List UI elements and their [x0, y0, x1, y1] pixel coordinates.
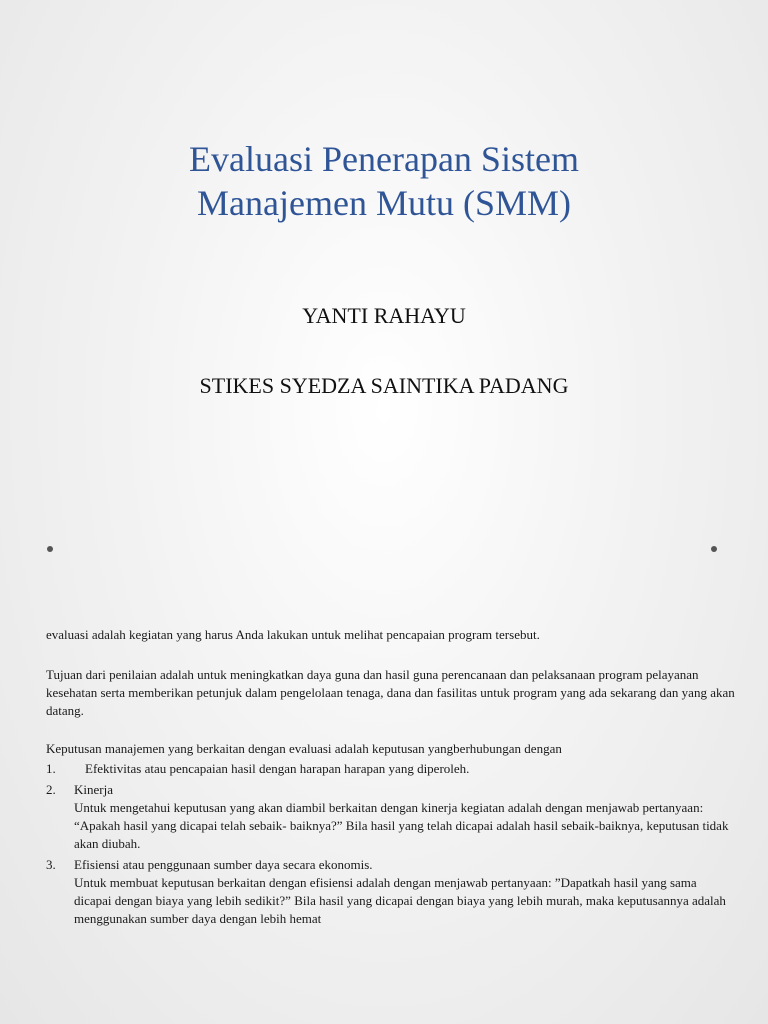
author-name: YANTI RAHAYU	[302, 303, 466, 328]
slide-title-line-1: Evaluasi Penerapan Sistem	[189, 139, 579, 179]
list-item	[46, 760, 736, 778]
notes-intro: evaluasi adalah kegiatan yang harus Anda lakukan untuk melihat pencapaian program tersebut.	[46, 627, 540, 642]
slide-title	[0, 137, 768, 225]
institution-name: STIKES SYEDZA SAINTIKA PADANG	[199, 373, 569, 398]
list-item-heading: Kinerja	[74, 782, 113, 797]
notes-purpose: Tujuan dari penilaian adalah untuk meningkatkan daya guna dan hasil guna perencanaan dan pelaksanaan program pelayanan kesehatan serta memberikan petunjuk dalam pengelolaan tenaga, dana dan fasilitas untuk program yang ada sekarang dan yang akan datang.	[46, 667, 735, 718]
slide-notes	[46, 626, 736, 931]
bullet-dot-right-icon	[711, 546, 717, 552]
slide-title-line-2: Manajemen Mutu (SMM)	[197, 183, 571, 223]
list-item-heading: Efisiensi atau penggunaan sumber daya secara ekonomis.	[74, 857, 373, 872]
list-item-heading: Efektivitas atau pencapaian hasil dengan harapan harapan yang diperoleh.	[85, 761, 470, 776]
bullet-dot-left-icon	[47, 546, 53, 552]
notes-decision-intro: Keputusan manajemen yang berkaitan dengan evaluasi adalah keputusan yangberhubungan dengan	[46, 741, 562, 756]
list-item-text: Untuk mengetahui keputusan yang akan diambil berkaitan dengan kinerja kegiatan adalah dengan menjawab pertanyaan: “Apakah hasil yang dicapai telah sebaik- baiknya?” Bila hasil yang telah dicapai adalah hasil sebaik-baiknya, keputusan tidak akan diubah.	[74, 800, 729, 851]
list-item-number: 1.	[46, 761, 56, 776]
list-item-text: Untuk membuat keputusan berkaitan dengan efisiensi adalah dengan menjawab pertanyaan: ”Dapatkah hasil yang sama dicapai dengan biaya yang lebih sedikit?” Bila hasil yang dicapai dengan biaya yang lebih murah, maka keputusannya adalah menggunakan sumber daya dengan lebih hemat	[74, 875, 726, 926]
list-item	[46, 856, 736, 928]
list-item	[46, 781, 736, 853]
list-item-number: 2.	[46, 782, 56, 797]
list-item-number: 3.	[46, 857, 56, 872]
